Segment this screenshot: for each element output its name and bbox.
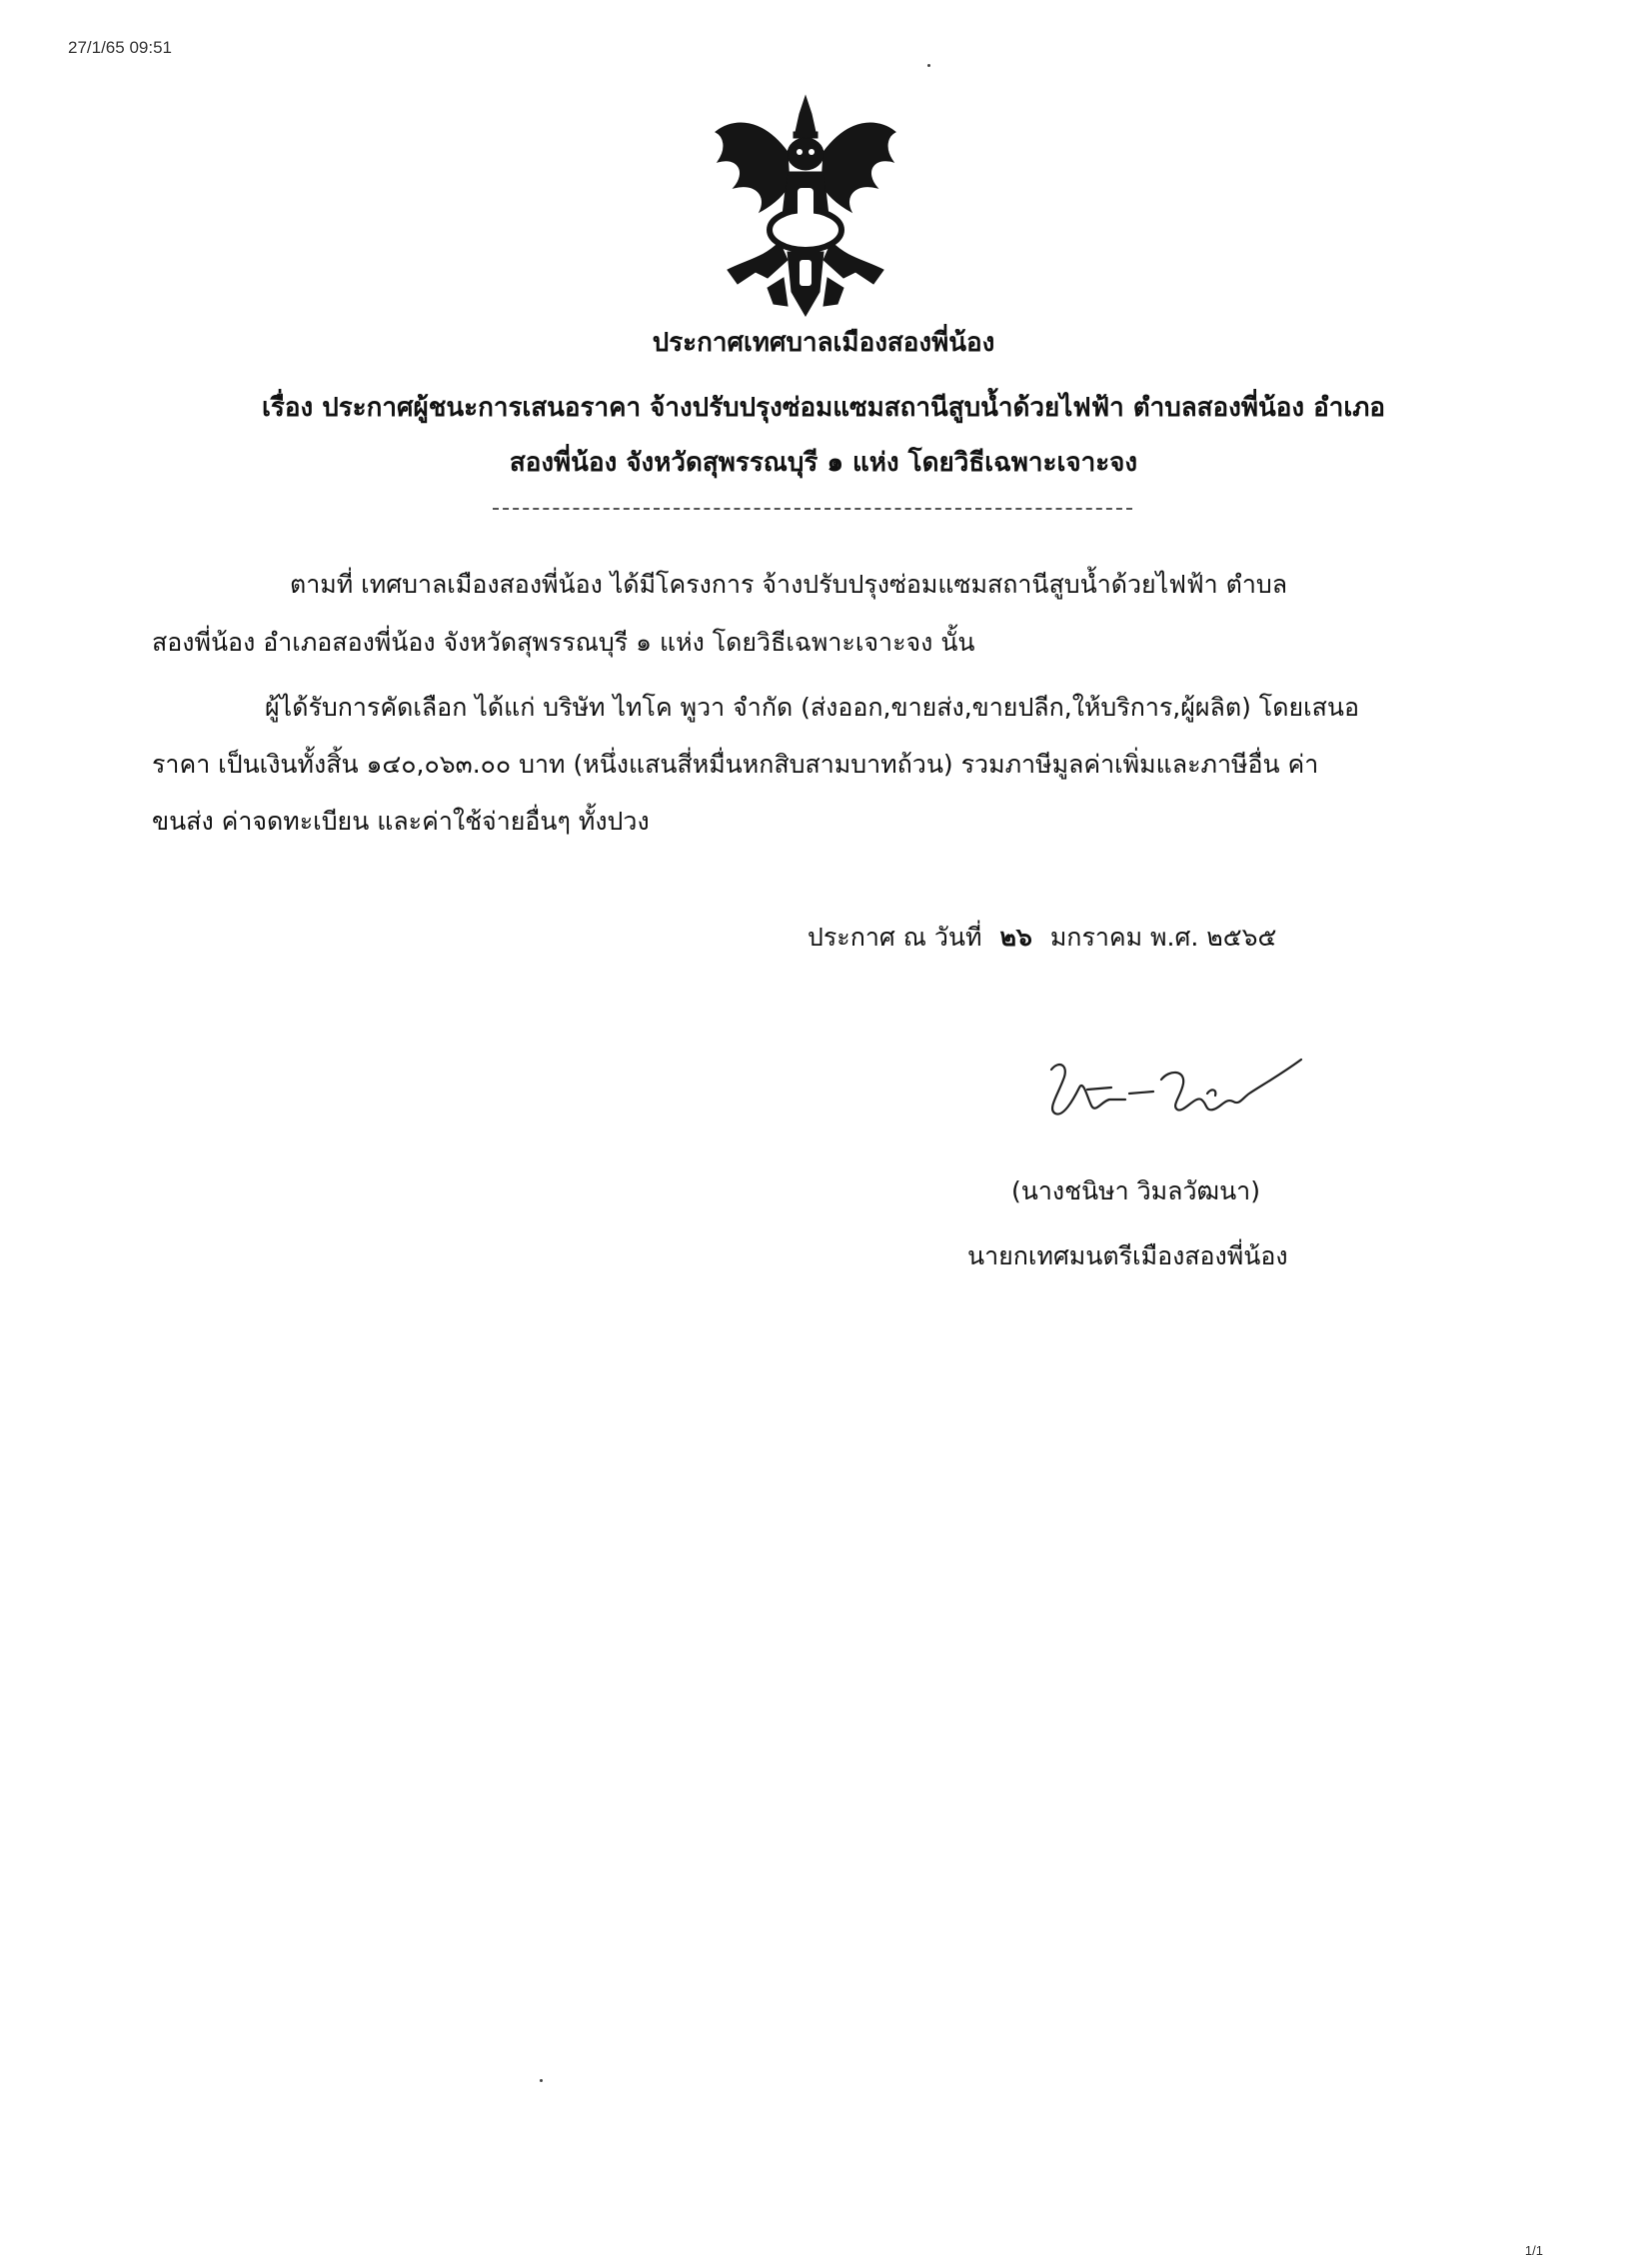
announcement-date: [808, 918, 1276, 958]
garuda-emblem-icon: [708, 92, 903, 320]
subject-line-2: สองพี่น้อง จังหวัดสุพรรณบุรี ๑ แห่ง โดยวิธีเฉพาะเจาะจง: [509, 448, 1138, 478]
body-paragraph-2-line-3: ขนส่ง ค่าจดทะเบียน และค่าใช้จ่ายอื่นๆ ทั้งปวง: [152, 807, 650, 836]
date-day: ๒๖: [999, 923, 1032, 952]
body-paragraph-1-line-2: สองพี่น้อง อำเภอสองพี่น้อง จังหวัดสุพรรณบุรี ๑ แห่ง โดยวิธีเฉพาะเจาะจง นั้น: [152, 628, 975, 657]
body-paragraph-2-line-2: ราคา เป็นเงินทั้งสิ้น ๑๔๐,๐๖๓.๐๐ บาท (หนึ่งแสนสี่หมื่นหกสิบสามบาทถ้วน) รวมภาษีมูลค่าเพิ่มและภาษีอื่น ค่า: [152, 750, 1319, 779]
page-number: 1/1: [1524, 2243, 1543, 2258]
body-paragraph-2-line-1: ผู้ได้รับการคัดเลือก ได้แก่ บริษัท ไทโค พูวา จำกัด (ส่งออก,ขายส่ง,ขายปลีก,ให้บริการ,ผู้ผลิต) โดยเสนอ: [265, 693, 1360, 722]
body-paragraph-1-line-1: ตามที่ เทศบาลเมืองสองพี่น้อง ได้มีโครงการ จ้างปรับปรุงซ่อมแซมสถานีสูบน้ำด้วยไฟฟ้า ตำบล: [290, 570, 1288, 599]
date-prefix: ประกาศ ณ วันที่: [808, 923, 982, 952]
date-month-year: มกราคม พ.ศ. ๒๕๖๕: [1049, 923, 1277, 952]
scan-speck: [927, 64, 930, 67]
signer-name: (นางชนิษา วิมลวัฒนา): [1011, 1176, 1260, 1205]
scan-speck: [540, 2079, 543, 2082]
handwritten-signature: [1029, 1040, 1309, 1139]
subject-line-1: เรื่อง ประกาศผู้ชนะการเสนอราคา จ้างปรับปรุงซ่อมแซมสถานีสูบน้ำด้วยไฟฟ้า ตำบลสองพี่น้อง อำเภอ: [261, 393, 1385, 423]
signer-position: นายกเทศมนตรีเมืองสองพี่น้อง: [967, 1241, 1288, 1270]
title-divider: [493, 508, 1132, 510]
scan-timestamp: 27/1/65 09:51: [68, 38, 172, 57]
announcement-title: ประกาศเทศบาลเมืองสองพี่น้อง: [652, 328, 995, 358]
